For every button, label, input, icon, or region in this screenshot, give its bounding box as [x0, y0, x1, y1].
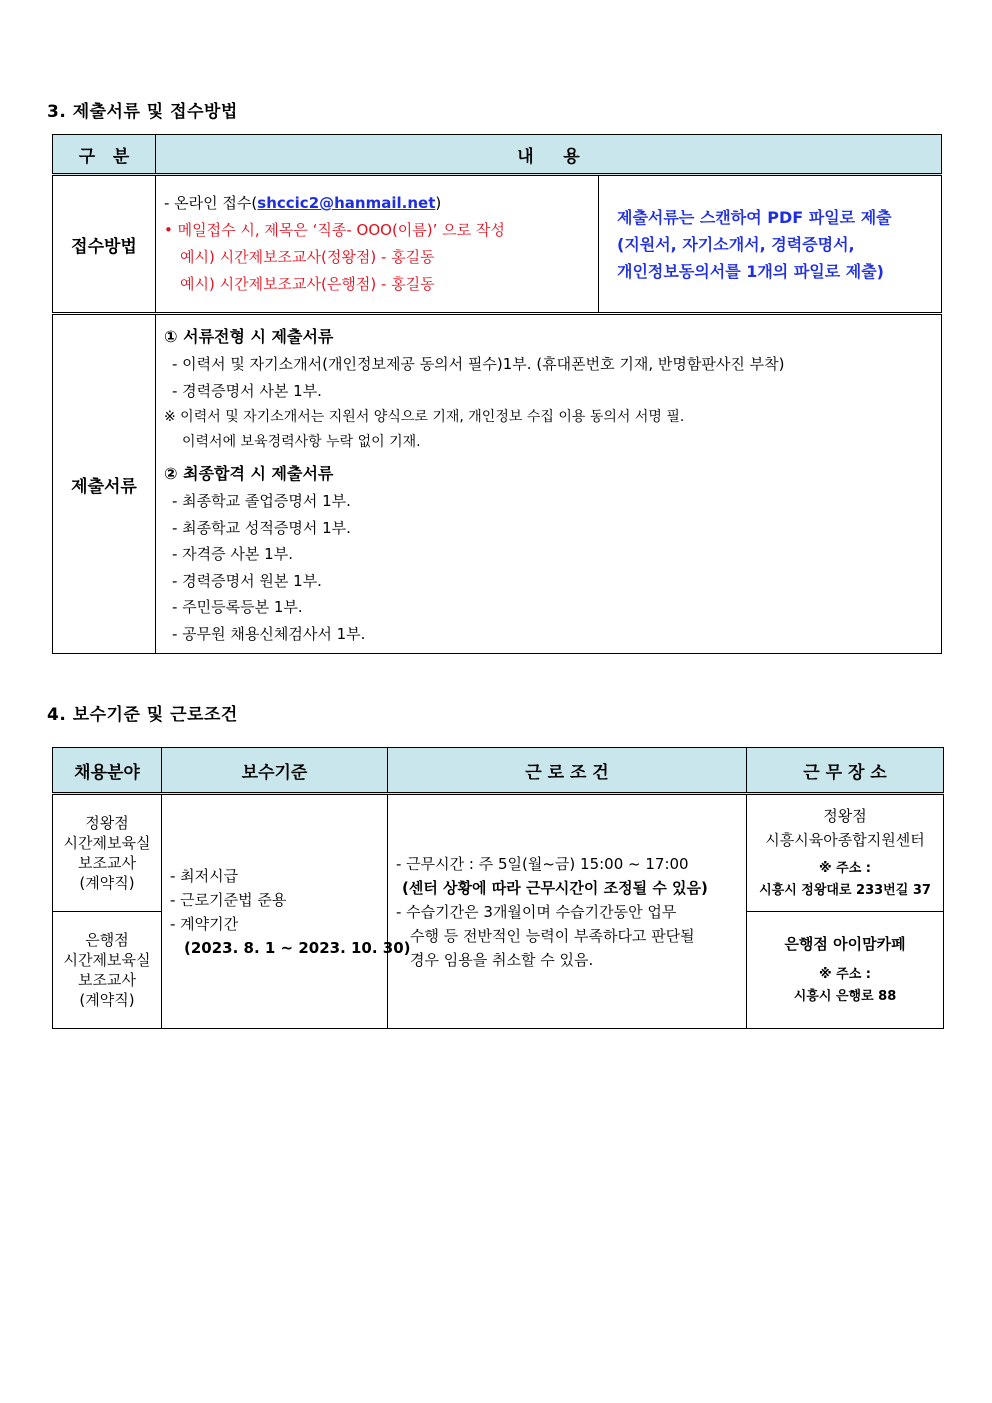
work-hours: - 근무시간 : 주 5일(월~금) 15:00 ~ 17:00 — [396, 854, 689, 873]
contract-period: (2023. 8. 1 ~ 2023. 10. 30) — [184, 938, 411, 957]
list-item: - 자격증 사본 1부. — [172, 545, 293, 563]
address-label: ※ 주소 : — [818, 861, 871, 876]
pay-item: - 근로기준법 준용 — [170, 890, 287, 909]
probation-line: - 수습기간은 3개월이며 수습기간동안 업무 — [396, 902, 677, 921]
header-content: 내 용 — [156, 135, 942, 175]
probation-line: 경우 임용을 취소할 수 있음. — [410, 950, 594, 969]
header-category: 구 분 — [53, 135, 156, 175]
field-line: 정왕점 — [85, 814, 129, 832]
address: 시흥시 정왕대로 233번길 37 — [759, 883, 931, 898]
docs-sub2: ② 최종합격 시 제출서류 — [164, 464, 334, 483]
place-jeongwang — [747, 794, 944, 912]
online-prefix: - 온라인 접수( — [164, 194, 258, 212]
work-conditions — [388, 794, 747, 1029]
place-name: 정왕점 — [823, 807, 867, 825]
docs-note-2: 이력서에 보육경력사항 누락 없이 기재. — [182, 434, 421, 450]
instruction-line-3: 개인정보동의서를 1개의 파일로 제출) — [617, 261, 884, 281]
place-name: 은행점 아이맘카페 — [784, 935, 906, 953]
field-line: 보조교사 — [78, 971, 136, 989]
row-docs — [53, 314, 942, 654]
email-link[interactable]: shccic2@hanmail.net — [257, 194, 436, 212]
table-row — [53, 794, 944, 912]
instruction-line-1: 제출서류는 스캔하여 PDF 파일로 제출 — [617, 207, 892, 227]
list-item: - 최종학교 성적증명서 1부. — [172, 518, 351, 537]
field-line: 시간제보육실 — [63, 951, 151, 969]
field-eunhaeng — [53, 912, 162, 1029]
header-conditions: 근 로 조 건 — [388, 748, 747, 794]
field-line: (계약직) — [79, 991, 135, 1009]
list-item: - 경력증명서 사본 1부. — [172, 381, 322, 400]
online-suffix: ) — [435, 194, 442, 212]
submission-table — [52, 134, 942, 654]
list-item: - 공무원 채용신체검사서 1부. — [172, 624, 366, 643]
docs-note-1: ※ 이력서 및 자기소개서는 지원서 양식으로 기재, 개인정보 수집 이용 동의서 서명 필. — [164, 409, 685, 425]
docs-label: 제출서류 — [53, 314, 156, 654]
row-method — [53, 175, 942, 314]
field-line: (계약직) — [79, 874, 135, 892]
pay-item: - 최저시급 — [170, 866, 239, 885]
section4-title: 4. 보수기준 및 근로조건 — [47, 705, 238, 725]
list-item: - 최종학교 졸업증명서 1부. — [172, 492, 351, 510]
pay-item: - 계약기간 — [170, 914, 239, 933]
instruction-line-2: (지원서, 자기소개서, 경력증명서, — [617, 234, 855, 254]
list-item: - 경력증명서 원본 1부. — [172, 571, 322, 590]
address-label: ※ 주소 : — [818, 967, 871, 982]
example-2: 예시) 시간제보조교사(은행점) - 홍길동 — [180, 275, 435, 293]
pay-conditions-table — [52, 747, 944, 1029]
header-pay: 보수기준 — [162, 748, 388, 794]
field-line: 보조교사 — [78, 854, 136, 872]
address: 시흥시 은행로 88 — [793, 989, 897, 1004]
place-eunhaeng — [747, 912, 944, 1029]
docs-sub1: ① 서류전형 시 제출서류 — [164, 327, 334, 346]
list-item: - 이력서 및 자기소개서(개인정보제공 동의서 필수)1부. (휴대폰번호 기재, 반명함판사진 부착) — [172, 355, 785, 373]
work-hours-note: (센터 상황에 따라 근무시간이 조정될 수 있음) — [402, 878, 708, 897]
method-content — [156, 175, 599, 314]
place-name-2: 시흥시육아종합지원센터 — [765, 831, 925, 849]
header-place: 근 무 장 소 — [747, 748, 944, 794]
field-line: 은행점 — [85, 931, 129, 949]
method-label: 접수방법 — [53, 175, 156, 314]
example-1: 예시) 시간제보조교사(정왕점) - 홍길동 — [180, 248, 435, 266]
list-item: - 주민등록등본 1부. — [172, 598, 303, 616]
section3-title: 3. 제출서류 및 접수방법 — [47, 102, 238, 122]
pay-standard — [162, 794, 411, 1029]
probation-line: 수행 등 전반적인 능력이 부족하다고 판단될 — [410, 926, 695, 945]
field-jeongwang — [53, 794, 162, 912]
online-line — [164, 190, 588, 217]
mail-note: • 메일접수 시, 제목은 ‘직종- OOO(이름)’ 으로 작성 — [164, 221, 505, 239]
docs-content — [156, 314, 942, 654]
file-instruction — [599, 175, 942, 314]
header-field: 채용분야 — [53, 748, 162, 794]
field-line: 시간제보육실 — [63, 834, 151, 852]
